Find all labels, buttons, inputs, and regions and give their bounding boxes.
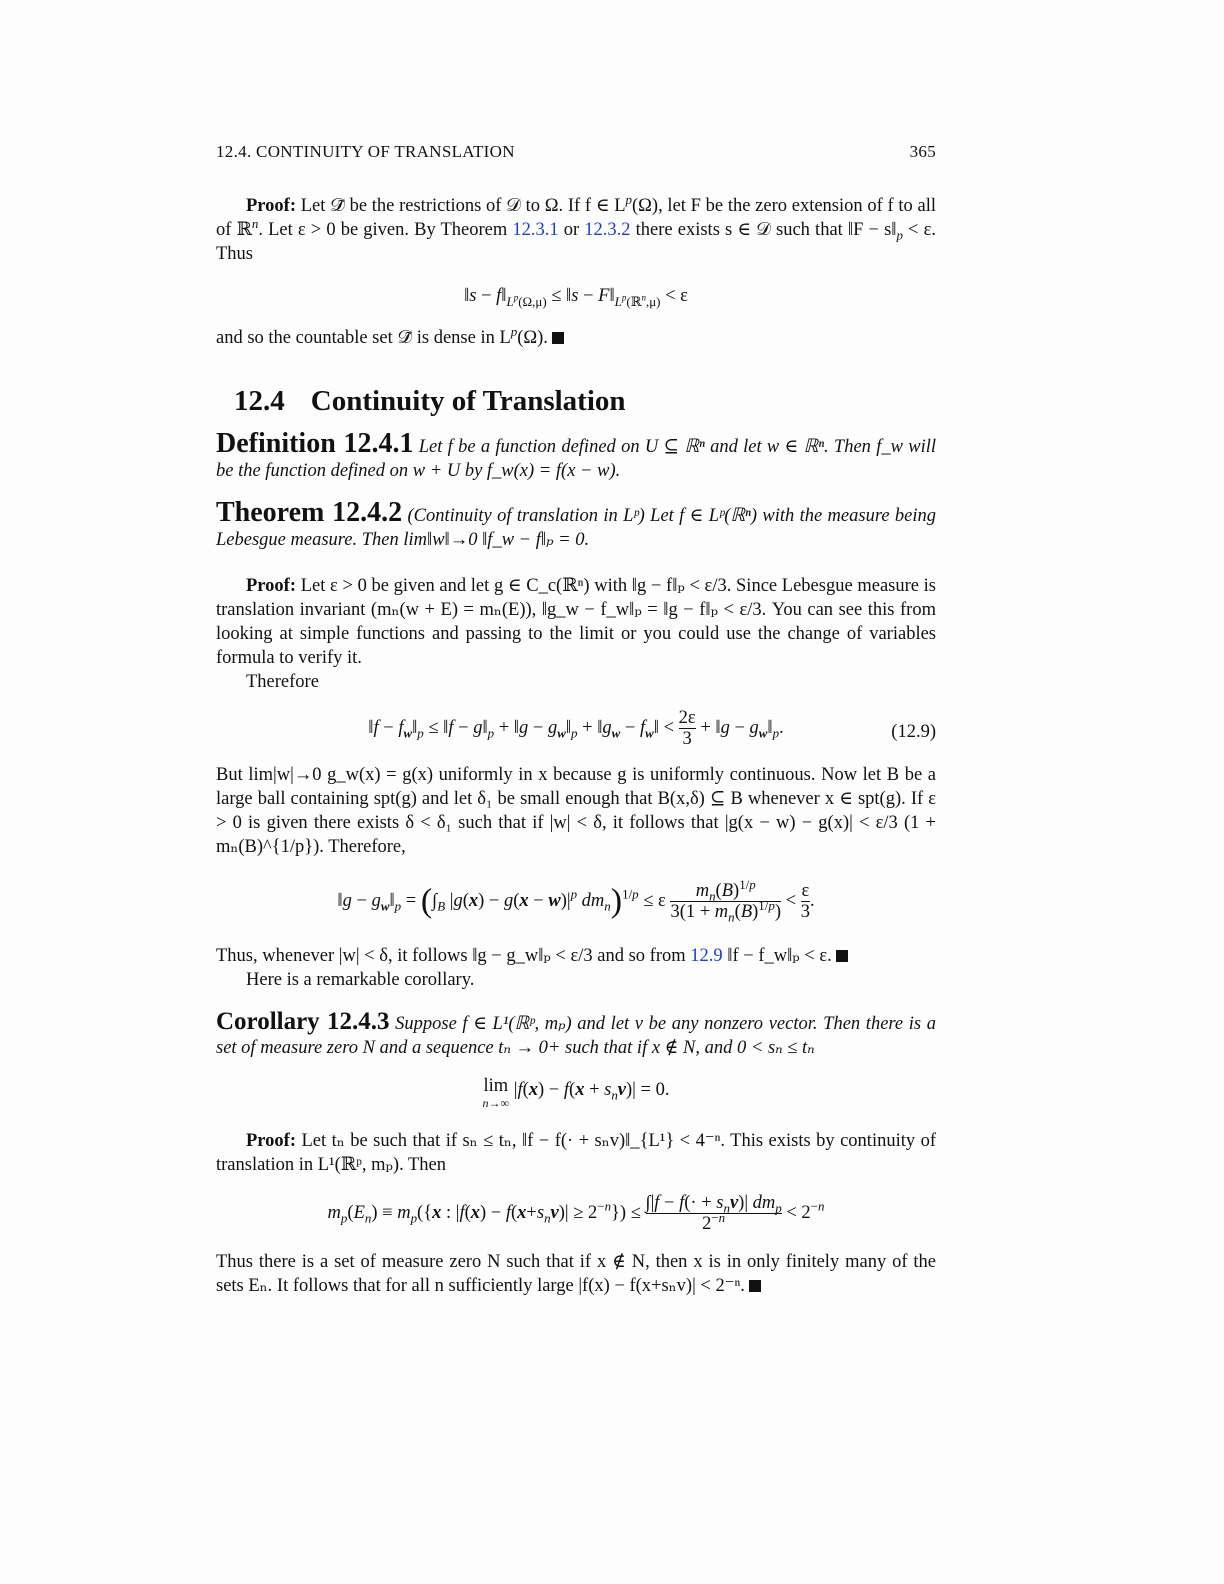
running-head [216,140,936,164]
corollary-label: Corollary 12.4.3 [216,1008,390,1035]
theorem-12-4-2 [216,497,936,552]
therefore-line: Therefore [246,672,319,692]
proof3-paragraph-2 [216,1250,936,1298]
display-equation-3: ‖g − $g_w‖_p = (\int_B$ $|g(x) - g(x - w)|^p$ $dm_n)^{1/p} \le \varepsilon$ $\frac{m_n(B)^{1/p}}{3(1 + m_n(B)^{1/p})}$ < $\frac{\varepsilon}{3}$ . [337,876,815,925]
proof-paragraph-3 [216,1129,936,1177]
page [216,140,936,1298]
proof2-paragraph-2: But lim|w|→0 g_w(x) = g(x) uniformly in x because g is uniformly continuous. Now let B be a large ball containing spt(g) and let δ₁ be small enough that B(x,δ) ⊆ B whenever x ∈ spt(g). If ε > 0 is given there exists δ < δ₁ such that if |w| < δ, it follows that |g(x − w) − g(x)| < ε/3 (1 + mₙ(B)^{1/p}). Therefore, [216,765,936,857]
proof2-paragraph-3 [216,944,936,968]
proof1-closing: and so the countable set 𝒟̃ is dense in $L^p(\Omega)$. [216,326,936,350]
proof1-closing-end: (Ω). [517,328,548,348]
proof3-label: Proof: [246,1131,296,1151]
proof2-text: Let ε > 0 be given and let g ∈ C_c(ℝⁿ) with ‖g − f‖ₚ < ε/3. Since Lebesgue measure is translation invariant (mₙ(w + E) = mₙ(E)), ‖g_w − f_w‖ₚ = ‖g − f‖ₚ < ε/3. You can see this from looking at simple functions and passing to the limit or you could use the change of variables formula to verify it. [216,576,936,668]
display-equation-1: ‖s − $f‖_{L^p(\Omega,\mu)}$ ≤ ‖s − $F‖_{L^p(ℝ^n,\mu)} < \varepsilon$ [464,286,688,309]
proof-paragraph-2 [216,574,936,670]
proof1-text-a: Let 𝒟̃ be the restrictions of 𝒟 to Ω. If f ∈ L [300,196,626,216]
section-number: 12.4 [234,385,285,417]
section-title: Continuity of Translation [310,385,626,417]
remark-line: Here is a remarkable corollary. [246,970,475,990]
proof2-p3a: Thus, whenever |w| < δ, it follows ‖g − g_w‖ₚ < ε/3 and so from [216,946,691,966]
corollary-12-4-3 [216,1010,936,1060]
equation-link-12-9[interactable]: 12.9 [690,946,723,966]
proof3-text: Let tₙ be such that if sₙ ≤ tₙ, ‖f − f(· + sₙv)‖_{L¹} < 4⁻ⁿ. This exists by continuity of translation in L¹(ℝᵖ, mₚ). Then [216,1131,936,1175]
theorem-link-12-3-2[interactable]: 12.3.2 [584,220,631,240]
proof3-p2: Thus there is a set of measure zero N such that if x ∉ N, then x is in only finitely many of the sets Eₙ. It follows that for all n sufficiently large |f(x) − f(x+sₙv)| < 2⁻ⁿ. [216,1252,936,1296]
proof-paragraph-1: Proof: Let 𝒟̃ be the restrictions of 𝒟 to Ω. If f ∈ $L^p(\Omega)$, let F be the zero extension of f to all of ℝ$^n$. Let ε > 0 be given. By Theorem 12.3.1 or 12.3.2 there exists s ∈ 𝒟 such that ‖F − $s‖_p < \varepsilon$. Thus [216,191,937,264]
definition-label: Definition 12.4.1 [216,428,414,459]
theorem-link-12-3-1[interactable]: 12.3.1 [512,220,559,240]
definition-text: Let f be a function defined on U ⊆ ℝⁿ and let w ∈ ℝⁿ. Then f_w will be the function defined on w + U by f_w(x) = f(x − w). [216,437,937,481]
corollary-text: Suppose f ∈ L¹(ℝᵖ, mₚ) and let v be any nonzero vector. Then there is a set of measure zero N and a sequence tₙ → 0+ such that if x ∉ N, and 0 < sₙ ≤ tₙ [216,1014,937,1058]
definition-12-4-1 [216,428,937,483]
proof1-text-c: . Let ε > 0 be given. By Theorem [258,220,513,240]
running-head-title: 12.4. CONTINUITY OF TRANSLATION [216,142,515,161]
display-equation-12-9: ‖f − $f_w‖_p$ ≤ ‖f − $g‖_p$ + ‖g − $g_w‖_p$ + $‖g_w$ − $f_w‖$ < $\frac{2\varepsilon}{3}$ + ‖g − $g_w‖_p$. (12.9) [368,708,936,749]
theorem-label: Theorem 12.4.2 [216,497,403,528]
proof1-text-b: (Ω), let F be the zero extension of f to all of ℝ [216,196,937,240]
display-equation-measure: $m_p(E_n) \equiv m_p(\{x$ : $|f(x) - f(x+s_nv)| \ge 2^{-n}$}) ≤ $\frac{\int|f - f(\cdot + s_nv)| dm_p}{2^{-n}}$ < $2^{-n}$ [327,1193,825,1234]
display-equation-limit: lim n→∞ $|f(x) - f(x + s_nv)| = 0$. [482,1076,670,1110]
equation-number: (12.9) [891,722,936,742]
page-number: 365 [909,142,936,161]
proof1-closing-text: and so the countable set 𝒟̃ is dense in L [216,328,511,348]
proof1-text-d: there exists s ∈ 𝒟 such that ‖F − s‖ [630,220,897,240]
proof1-or: or [558,220,585,240]
proof2-label: Proof: [246,576,296,596]
qed-icon [836,950,848,962]
proof1-text-e: < ε. Thus [216,220,937,264]
qed-icon [552,332,564,344]
qed-icon [749,1280,761,1292]
section-heading [234,384,936,418]
proof-label: Proof: [246,196,296,216]
theorem-text: (Continuity of translation in Lᵖ) Let f ∈ Lᵖ(ℝⁿ) with the measure being Lebesgue measure. Then lim‖w‖→0 ‖f_w − f‖ₚ = 0. [216,506,936,550]
proof2-p3b: ‖f − f_w‖ₚ < ε. [722,946,832,966]
